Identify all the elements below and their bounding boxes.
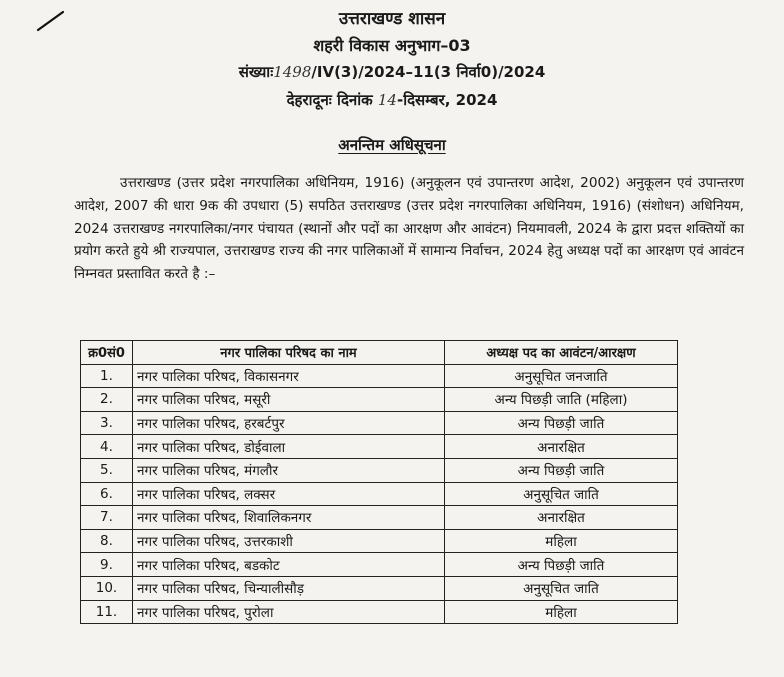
reservation-cell: अनुसूचित जनजाति [445, 364, 678, 388]
reservation-cell: अन्य पिछड़ी जाति (महिला) [445, 388, 678, 412]
table-row [81, 576, 678, 600]
reservation-cell: अनुसूचित जाति [445, 576, 678, 600]
reservation-cell: अन्य पिछड़ी जाति [445, 458, 678, 482]
serial-cell: 11. [81, 600, 133, 624]
reservation-cell: अनारक्षित [445, 506, 678, 530]
department-section: शहरी विकास अनुभाग–03 [313, 36, 471, 55]
council-name-cell: नगर पालिका परिषद, मसूरी [133, 388, 445, 412]
header-reservation: अध्यक्ष पद का आवंटन/आरक्षण [445, 341, 678, 365]
table-row [81, 364, 678, 388]
reservation-table [80, 340, 678, 624]
reservation-cell: अन्य पिछड़ी जाति [445, 411, 678, 435]
date-handwritten-day: 14 [377, 91, 397, 109]
serial-cell: 10. [81, 576, 133, 600]
reservation-cell: अनुसूचित जाति [445, 482, 678, 506]
serial-cell: 4. [81, 435, 133, 459]
council-name-cell: नगर पालिका परिषद, लक्सर [133, 482, 445, 506]
council-name-cell: नगर पालिका परिषद, पुरोला [133, 600, 445, 624]
table-row [81, 388, 678, 412]
table-row [81, 553, 678, 577]
serial-cell: 3. [81, 411, 133, 435]
table-header-row [81, 341, 678, 365]
serial-cell: 9. [81, 553, 133, 577]
council-name-cell: नगर पालिका परिषद, उत्तरकाशी [133, 529, 445, 553]
council-name-cell: नगर पालिका परिषद, बडकोट [133, 553, 445, 577]
serial-cell: 7. [81, 506, 133, 530]
reservation-cell: अनारक्षित [445, 435, 678, 459]
date-suffix: -दिसम्बर, 2024 [396, 91, 498, 109]
serial-cell: 5. [81, 458, 133, 482]
notification-title: अनन्तिम अधिसूचना [338, 136, 446, 154]
table-row [81, 529, 678, 553]
table-row [81, 506, 678, 530]
council-name-cell: नगर पालिका परिषद, डोईवाला [133, 435, 445, 459]
reservation-cell: महिला [445, 600, 678, 624]
serial-cell: 8. [81, 529, 133, 553]
document-date [0, 90, 784, 110]
reference-prefix: संख्याः [238, 63, 274, 81]
serial-cell: 6. [81, 482, 133, 506]
header-council-name: नगर पालिका परिषद का नाम [133, 341, 445, 365]
serial-cell: 2. [81, 388, 133, 412]
date-prefix: देहरादूनः दिनांक [286, 91, 373, 109]
table-row [81, 482, 678, 506]
council-name-cell: नगर पालिका परिषद, चिन्यालीसौड़ [133, 576, 445, 600]
table-row [81, 600, 678, 624]
reference-suffix: /IV(3)/2024–11(3 निर्वा0)/2024 [311, 63, 546, 81]
table-row [81, 458, 678, 482]
council-name-cell: नगर पालिका परिषद, हरबर्टपुर [133, 411, 445, 435]
header-serial: क्र0सं0 [81, 341, 133, 365]
government-name: उत्तराखण्ड शासन [338, 9, 446, 29]
council-name-cell: नगर पालिका परिषद, मंगलौर [133, 458, 445, 482]
council-name-cell: नगर पालिका परिषद, शिवालिकनगर [133, 506, 445, 530]
serial-cell: 1. [81, 364, 133, 388]
reservation-cell: अन्य पिछड़ी जाति [445, 553, 678, 577]
council-name-cell: नगर पालिका परिषद, विकासनगर [133, 364, 445, 388]
reference-handwritten-number: 1498 [273, 63, 312, 81]
reservation-cell: महिला [445, 529, 678, 553]
table-row [81, 411, 678, 435]
reference-number [0, 62, 784, 82]
notification-body: उत्तराखण्ड (उत्तर प्रदेश नगरपालिका अधिनियम, 1916) (अनुकूलन एवं उपान्तरण आदेश, 2002) अनुकूलन एवं उपान्तरण आदेश, 2007 की धारा 9क की उपधारा (5) सपठित उत्तराखण्ड (उत्तर प्रदेश नगरपालिका अधिनियम, 1916) (संशोधन) अधिनियम, 2024 उत्तराखण्ड नगरपालिका/नगर पंचायत (स्थानों और पदों का आरक्षण और आवंटन) नियमावली, 2024 के द्वारा प्रदत्त शक्तियों का प्रयोग करते हुये श्री राज्यपाल, उत्तराखण्ड राज्य की नगर पालिकाओं में सामान्य निर्वाचन, 2024 हेतु अध्यक्ष पदों का आरक्षण एवं आवंटन निम्नवत प्रस्तावित करते है :– [74, 175, 744, 283]
table-row [81, 435, 678, 459]
